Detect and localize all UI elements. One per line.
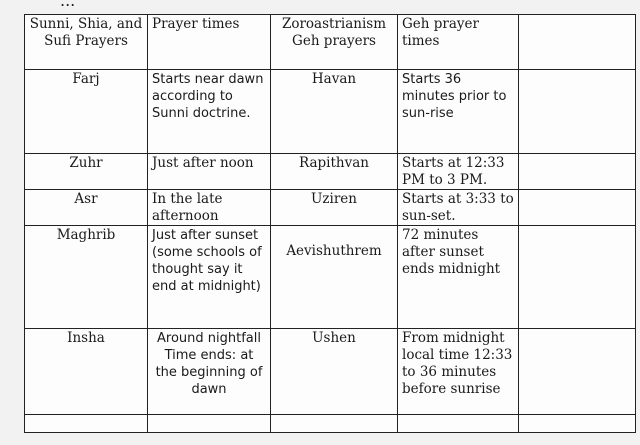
geh-name: Rapithvan: [271, 154, 398, 190]
geh-time: Starts at 12:33 PM to 3 PM.: [398, 154, 519, 190]
prayer-time: Just after sunset (some schools of thought say it end at midnight): [148, 226, 271, 329]
empty-cell: [519, 70, 636, 154]
table-header-row: [25, 15, 636, 70]
header-prayer-times: Prayer times: [148, 15, 271, 70]
empty-cell: [519, 190, 636, 226]
prayer-time: Just after noon: [148, 154, 271, 190]
table-row-empty: [25, 415, 636, 433]
header-geh-times: Geh prayer times: [398, 15, 519, 70]
prayer-time: Around nightfall Time ends: at the beginning of dawn: [148, 329, 271, 415]
cropped-heading-text: ...: [60, 0, 76, 10]
header-geh-prayers: Zoroastrianism Geh prayers: [271, 15, 398, 70]
table-row: [25, 70, 636, 154]
prayer-comparison-table: [24, 14, 636, 433]
prayer-name: Asr: [25, 190, 148, 226]
geh-time: Starts at 3:33 to sun-set.: [398, 190, 519, 226]
prayer-name: Farj: [25, 70, 148, 154]
empty-cell: [519, 154, 636, 190]
table-row: [25, 190, 636, 226]
empty-cell: [148, 415, 271, 433]
geh-time: Starts 36 minutes prior to sun-rise: [398, 70, 519, 154]
prayer-time: In the late afternoon: [148, 190, 271, 226]
empty-cell: [271, 415, 398, 433]
geh-time: From midnight local time 12:33 to 36 minutes before sunrise: [398, 329, 519, 415]
geh-name: Havan: [271, 70, 398, 154]
geh-time: 72 minutes after sunset ends midnight: [398, 226, 519, 329]
empty-cell: [519, 329, 636, 415]
prayer-time: Starts near dawn according to Sunni doctrine.: [148, 70, 271, 154]
empty-cell: [25, 415, 148, 433]
prayer-name: Insha: [25, 329, 148, 415]
geh-name: Aevishuthrem: [271, 226, 398, 329]
empty-cell: [519, 415, 636, 433]
header-islamic-prayers: Sunni, Shia, and Sufi Prayers: [25, 15, 148, 70]
table-row: [25, 329, 636, 415]
cropped-heading: [0, 0, 640, 10]
table-row: [25, 154, 636, 190]
geh-name: Ushen: [271, 329, 398, 415]
prayer-name: Zuhr: [25, 154, 148, 190]
empty-cell: [398, 415, 519, 433]
header-empty: [519, 15, 636, 70]
table-row: [25, 226, 636, 329]
geh-name: Uziren: [271, 190, 398, 226]
prayer-name: Maghrib: [25, 226, 148, 329]
empty-cell: [519, 226, 636, 329]
